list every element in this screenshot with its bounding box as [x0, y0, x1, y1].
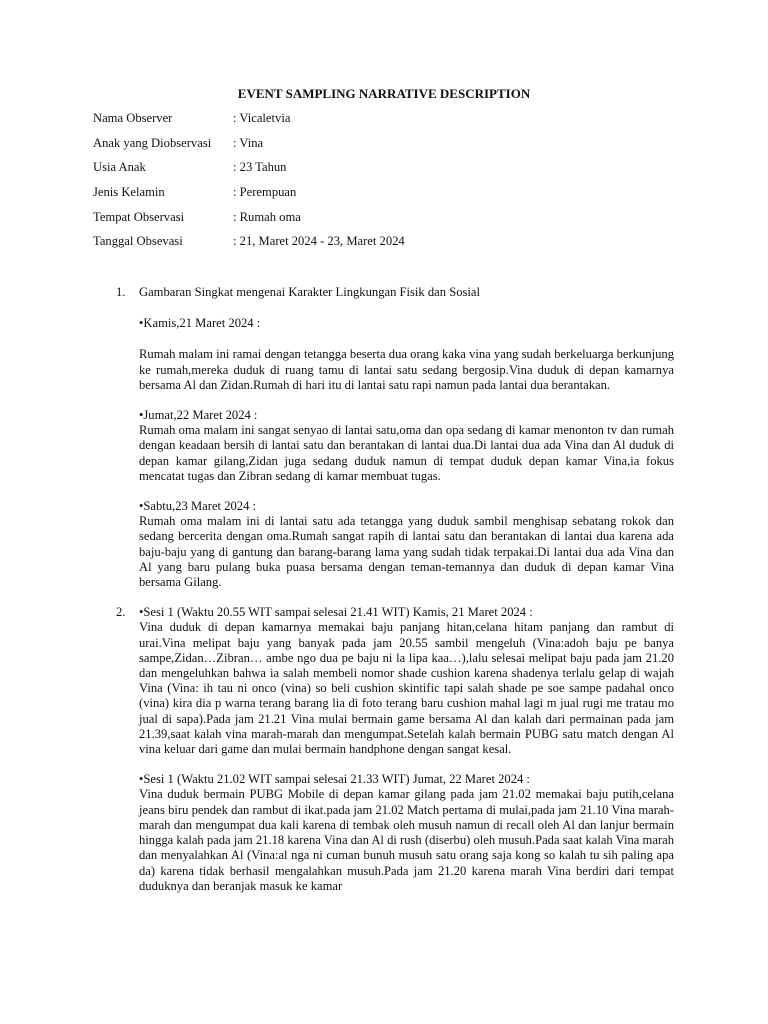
observation-info-table [93, 111, 673, 259]
day-heading-saturday: •Sabtu,23 Maret 2024 : [139, 499, 257, 514]
info-label: Tempat Observasi [93, 209, 185, 224]
list-item-environment [116, 285, 674, 590]
numbered-list [116, 285, 674, 894]
day-paragraph-thursday: Rumah malam ini ramai dengan tetangga beserta dua orang kaka vina yang sudah berkeluarga berkunjung ke rumah,mereka duduk di ruang tamu di lantai satu sedang bergosip.Vina duduk di depan kamarnya bersama Al dan Zidan.Rumah di hari itu di lantai satu rapi namun pada lantai dua berantakan. [139, 347, 674, 392]
session-heading-2: •Sesi 1 (Waktu 21.02 WIT sampai selesai 21.33 WIT) Jumat, 22 Maret 2024 : [139, 772, 530, 787]
info-label: Tanggal Obsevasi [93, 234, 183, 249]
list-item-sessions [116, 605, 674, 894]
info-value: : Rumah oma [233, 209, 301, 224]
info-row-place [93, 210, 673, 235]
info-value: : Vina [233, 135, 264, 150]
day-heading-thursday: •Kamis,21 Maret 2024 : [139, 316, 261, 331]
session-heading-1: •Sesi 1 (Waktu 20.55 WIT sampai selesai 21.41 WIT) Kamis, 21 Maret 2024 : [139, 605, 533, 620]
info-label: Usia Anak [93, 160, 146, 175]
day-paragraph-saturday: Rumah oma malam ini di lantai satu ada tetangga yang duduk sambil menghisap sebatang rokok dan sedang bercerita dengan oma.Rumah sangat rapih di lantai satu dan berantakan di lantai dua karena ada baju-baju yang di gantung dan barang-barang lama yang sudah tidak terpakai.Di lantai dua ada Vina dan Al yang baru pulang buka puasa bersama dengan teman-temannya dan duduk di depan kamar Vina bersama Gilang. [139, 514, 674, 590]
info-row-date [93, 234, 673, 259]
section-heading: Gambaran Singkat mengenai Karakter Lingkungan Fisik dan Sosial [139, 285, 481, 299]
info-value: : 23 Tahun [233, 160, 287, 175]
list-number: 2. [116, 605, 126, 620]
session-paragraph-2: Vina duduk bermain PUBG Mobile di depan kamar gilang pada jam 21.02 memakai baju putih,celana jeans biru pendek dan rambut di ikat.pada jam 21.02 Match pertama di mulai,pada jam 21.10 Vina marah-marah dan mengumpat dua kali karena di tembak oleh musuh namun di recall oleh Al dan lanjur bermain hingga kalah pada jam 21.18 karena Vina dan Al di rush (diserbu) oleh musuh.Pada saat kalah Vina marah dan menyalahkan Al (Vina:al nga ni cuman bunuh musuh satu orang saja kong so kalah tu sih paling apa da) karena tidak berhasil mengalahkan musuh.Pada jam 21.20 karena marah Vina berdiri dari tempat duduknya dan beranjak masuk ke kamar [139, 787, 674, 893]
info-label: Nama Observer [93, 111, 173, 125]
document-title: EVENT SAMPLING NARRATIVE DESCRIPTION [237, 86, 531, 101]
info-value: : 21, Maret 2024 - 23, Maret 2024 [233, 234, 405, 249]
info-row-age [93, 160, 673, 185]
info-row-gender [93, 185, 673, 210]
info-value: : Vicaletvia [233, 111, 291, 125]
info-value: : Perempuan [233, 185, 297, 200]
day-paragraph-friday: Rumah oma malam ini sangat senyao di lantai satu,oma dan opa sedang di kamar menonton tv dan rumah dengan keadaan bersih di lantai satu dan berantakan di lantai dua.Di lantai dua ada Vina dan Al duduk di depan kamar gilang,Zidan juga sedang duduk namun di tempat duduk depan kamar Vina,ia fokus mencatat tugas dan Zibran sedang di kamar membuat tugas. [139, 423, 674, 483]
info-label: Jenis Kelamin [93, 185, 165, 200]
info-label: Anak yang Diobservasi [93, 135, 212, 150]
info-row-child [93, 136, 673, 161]
session-paragraph-1: Vina duduk di depan kamarnya memakai baju panjang hitan,celana hitam panjang dan rambut di urai.Vina melipat baju yang banyak pada jam 20.55 sambil mengeluh (Vina:adoh baju pe banya sampe,Zidan…Zibran… ambe ngo dua pe baju ni la lipa kaa…),lalu selesai melipat baju pada jam 21.20 dan mengeluhkan bahwa ia salah membeli nomor shade cushion karena shadenya terlalu gelap di wajah Vina (Vina: ih tau ni onco (vina) so beli cushion skintific tapi salah shade pe soe sampe padahal onco (vina) kira dia p warna terang barang lia di foto terang baru cushion mahal lagi m jual rugi me tratau mo jual di sapa).Pada jam 21.21 Vina mulai bermain game bersama Al dan kalah dari permainan pada jam 21.39,saat kalah vina marah-marah dan mengumpat.Setelah kalah bermain PUBG satu match dengan Al vina keluar dari game dan mulai bermain handphone dengan sangat kesal. [139, 620, 674, 757]
list-number: 1. [116, 285, 126, 299]
day-heading-friday: •Jumat,22 Maret 2024 : [139, 408, 258, 423]
info-row-observer [93, 111, 673, 136]
